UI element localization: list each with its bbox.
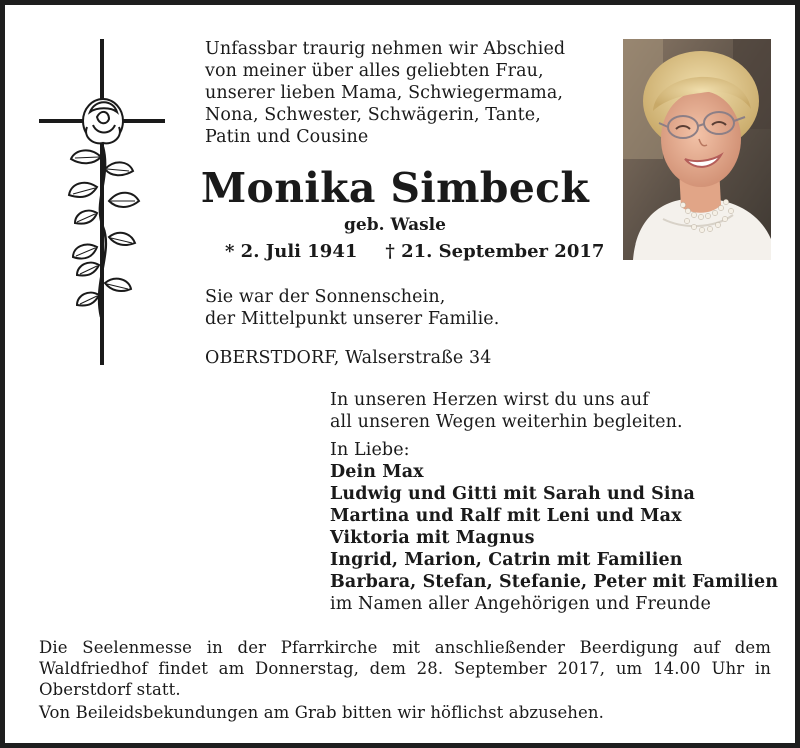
intro-text <box>205 38 595 148</box>
cross-with-rose-icon <box>35 37 175 367</box>
birth-date: * 2. Juli 1941 <box>225 241 358 262</box>
sunshine-text <box>205 286 499 330</box>
maiden-name: geb. Wasle <box>344 215 446 235</box>
intro-line: Unfassbar traurig nehmen wir Abschied <box>205 39 566 59</box>
deceased-name: Monika Simbeck <box>200 164 590 212</box>
mourner-line: Barbara, Stefan, Stefanie, Peter mit Familien <box>330 572 779 592</box>
intro-line: Nona, Schwester, Schwägerin, Tante, <box>205 105 541 125</box>
service-line: Waldfriedhof findet am Donnerstag, dem 28. September 2017, um 14.00 Uhr in <box>39 659 771 678</box>
life-dates <box>205 240 605 264</box>
closing-line: im Namen aller Angehörigen und Freunde <box>330 594 711 614</box>
mourners-block <box>330 439 778 615</box>
intro-line: von meiner über alles geliebten Frau, <box>205 61 544 81</box>
portrait-photo <box>623 39 771 260</box>
mourner-line: Martina und Ralf mit Leni und Max <box>330 506 682 526</box>
mourner-line: Ingrid, Marion, Catrin mit Familien <box>330 550 683 570</box>
intro-line: Patin und Cousine <box>205 127 369 147</box>
service-line: Die Seelenmesse in der Pfarrkirche mit anschließender Beerdigung auf dem <box>39 638 771 657</box>
service-info <box>39 637 771 700</box>
hearts-text <box>330 389 683 433</box>
service-line: Oberstdorf statt. <box>39 680 181 699</box>
sunshine-line: der Mittelpunkt unserer Familie. <box>205 309 500 329</box>
hearts-line: all unseren Wegen weiterhin begleiten. <box>330 412 683 432</box>
death-date: † 21. September 2017 <box>385 241 605 262</box>
love-intro: In Liebe: <box>330 440 410 460</box>
condolence-note: Von Beileidsbekundungen am Grab bitten wir höflichst abzusehen. <box>39 703 604 722</box>
sunshine-line: Sie war der Sonnenschein, <box>205 287 446 307</box>
address: OBERSTDORF, Walserstraße 34 <box>205 348 492 368</box>
intro-line: unserer lieben Mama, Schwiegermama, <box>205 83 564 103</box>
hearts-line: In unseren Herzen wirst du uns auf <box>330 390 649 410</box>
mourner-line: Dein Max <box>330 462 424 482</box>
mourner-line: Viktoria mit Magnus <box>330 528 535 548</box>
mourner-line: Ludwig und Gitti mit Sarah und Sina <box>330 484 695 504</box>
